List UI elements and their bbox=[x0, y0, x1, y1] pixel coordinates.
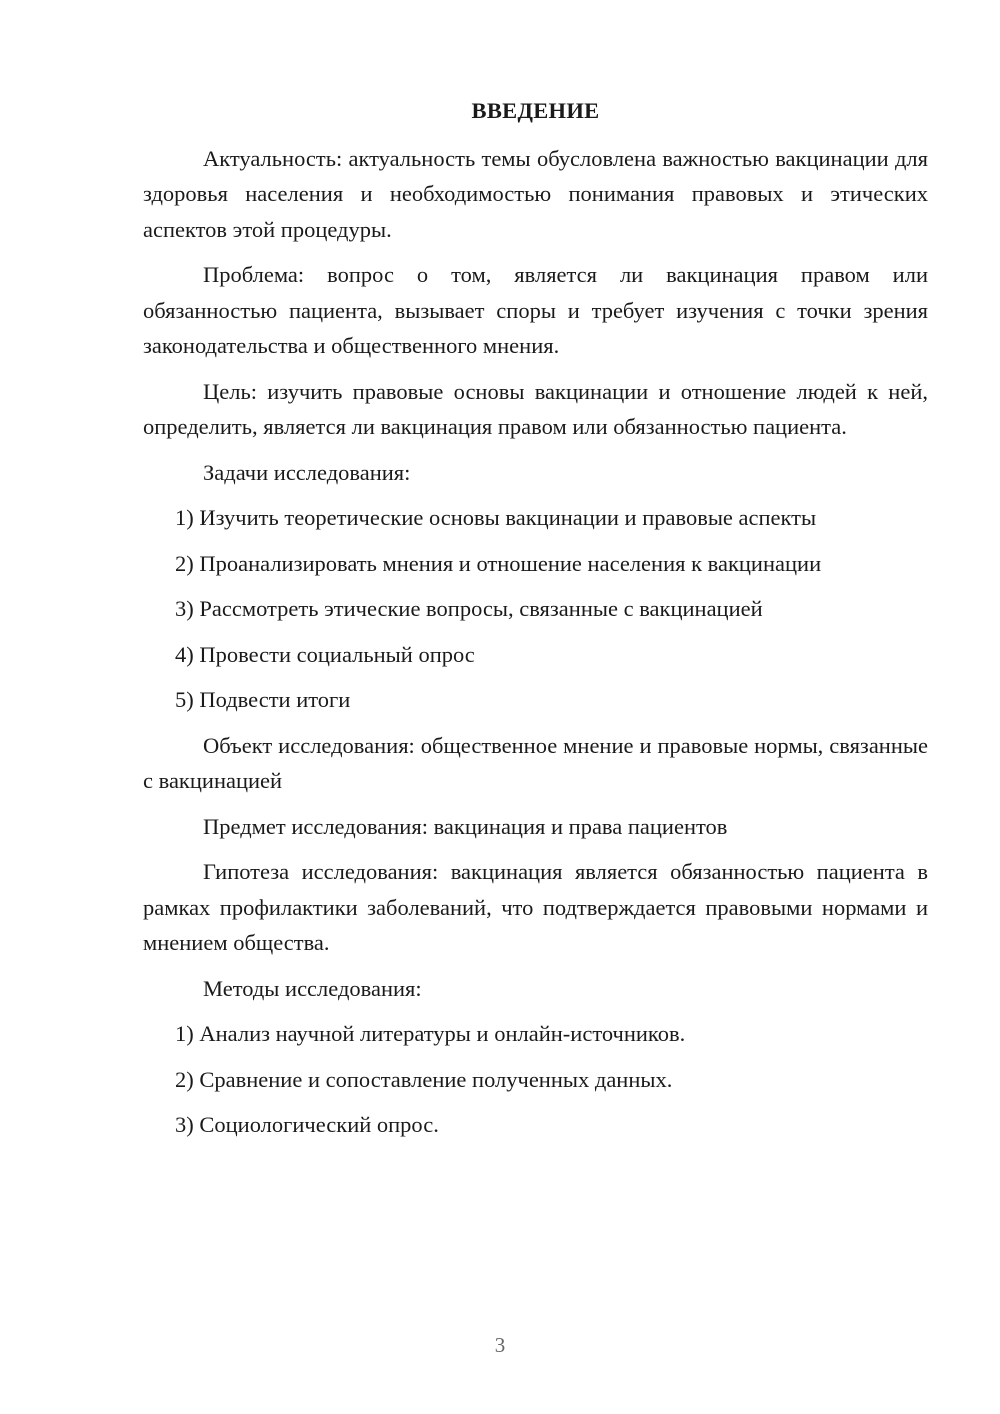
list-item: 4) Провести социальный опрос bbox=[175, 641, 475, 667]
paragraph-goal: Цель: изучить правовые основы вакцинации и отношение людей к ней, определить, является ли вакцинация правом или обязанностью пациента. bbox=[143, 378, 928, 439]
page-content bbox=[143, 93, 928, 1153]
section-title: ВВЕДЕНИЕ bbox=[471, 98, 600, 123]
paragraph-relevance: Актуальность: актуальность темы обусловлена важностью вакцинации для здоровья населения и необходимостью понимания правовых и этических аспектов этой процедуры. bbox=[143, 145, 928, 242]
paragraph-problem: Проблема: вопрос о том, является ли вакцинация правом или обязанностью пациента, вызывает споры и требует изучения с точки зрения законодательства и общественного мнения. bbox=[143, 262, 928, 358]
page-number: 3 bbox=[494, 1333, 506, 1357]
list-item: 1) Изучить теоретические основы вакцинации и правовые аспекты bbox=[175, 505, 817, 530]
tasks-heading: Задачи исследования: bbox=[203, 459, 411, 485]
paragraph-hypothesis: Гипотеза исследования: вакцинация является обязанностью пациента в рамках профилактики заболеваний, что подтверждается правовыми нормами и мнением общества. bbox=[143, 859, 928, 955]
paragraph-subject: Предмет исследования: вакцинация и права пациентов bbox=[203, 813, 728, 839]
list-item: 5) Подвести итоги bbox=[175, 687, 351, 712]
tasks-list bbox=[143, 500, 928, 718]
list-item: 2) Проанализировать мнения и отношение населения к вакцинации bbox=[175, 550, 822, 576]
list-item: 2) Сравнение и сопоставление полученных данных. bbox=[175, 1066, 673, 1092]
methods-list bbox=[143, 1016, 928, 1143]
paragraph-object: Объект исследования: общественное мнение и правовые нормы, связанные с вакцинацией bbox=[143, 732, 928, 793]
list-item: 3) Социологический опрос. bbox=[175, 1112, 439, 1137]
list-item: 1) Анализ научной литературы и онлайн-источников. bbox=[175, 1021, 686, 1046]
list-item: 3) Рассмотреть этические вопросы, связанные с вакцинацией bbox=[175, 596, 763, 621]
methods-heading: Методы исследования: bbox=[203, 975, 422, 1001]
